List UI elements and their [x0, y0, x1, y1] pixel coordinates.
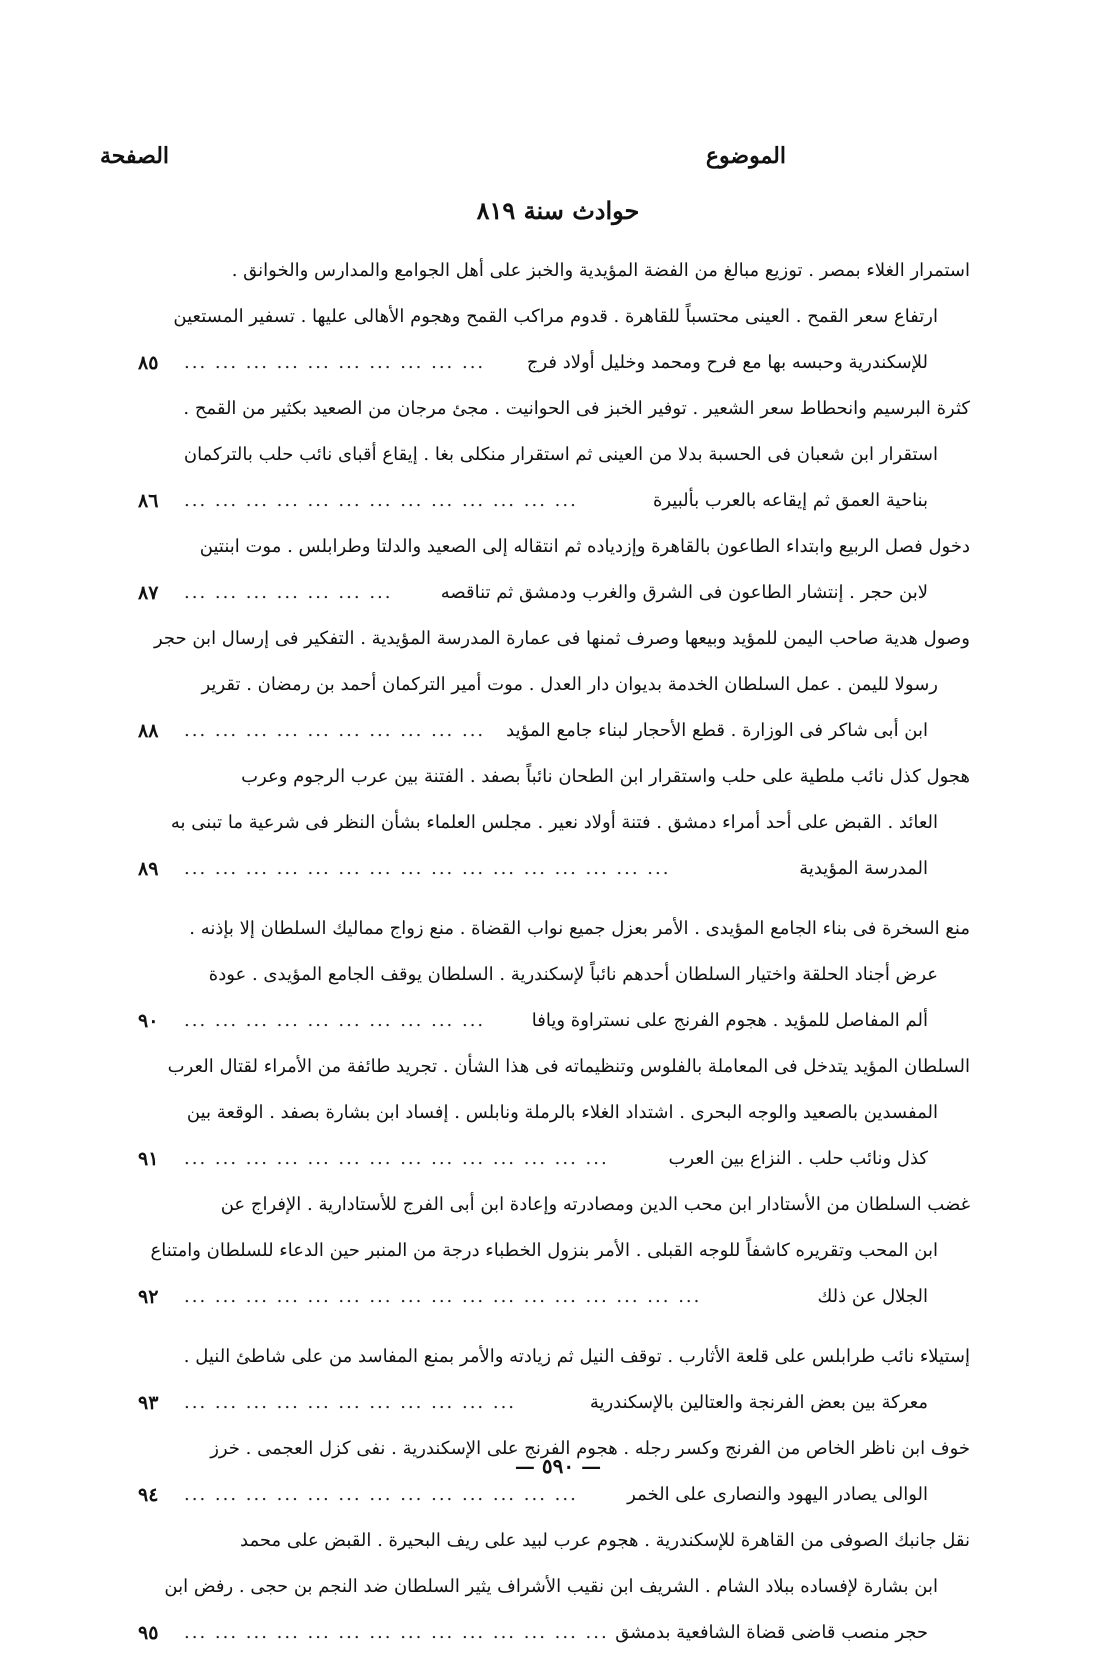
entry-line: وصول هدية صاحب اليمن للمؤيد وبيعها وصرف ثمنها فى عمارة المدرسة المؤيدية . التفكير فى إرسال ابن حجر: [153, 628, 970, 649]
entry-line: العائد . القبض على أحد أمراء دمشق . فتنة أولاد نعير . مجلس العلماء بشأن النظر فى شرعية ما تبنى به: [170, 812, 938, 833]
page-reference: ٨٨: [138, 720, 159, 742]
entry-line: هجول كذل نائب ملطية على حلب واستقرار ابن الطحان نائباً بصفد . الفتنة بين عرب الرجوم وعرب: [241, 766, 970, 787]
entry-line: ارتفاع سعر القمح . العينى محتسباً للقاهرة . قدوم مراكب القمح وهجوم الأهالى عليها . تسفير المستعين: [173, 306, 938, 327]
entry-line: ابن أبى شاكر فى الوزارة . قطع الأحجار لبناء جامع المؤيد: [506, 720, 928, 741]
leader-dots: ... ... ... ... ... ... ... ... ... ... ... ... ... ...: [184, 1622, 609, 1643]
entry-line: لابن حجر . إنتشار الطاعون فى الشرق والغرب ودمشق ثم تناقصه: [440, 582, 928, 603]
index-entry: [0, 1518, 1116, 1656]
leader-dots: ... ... ... ... ... ... ... ... ... ... ... ... ...: [184, 1484, 578, 1505]
entry-line: الجلال عن ذلك: [817, 1286, 928, 1307]
index-entry: [0, 386, 1116, 524]
entry-line: بناحية العمق ثم إيقاعه بالعرب بألبيرة: [652, 490, 928, 511]
page-column-label: الصفحة: [100, 143, 170, 169]
page-reference: ٩٤: [138, 1484, 159, 1506]
index-entry: [0, 906, 1116, 1044]
leader-dots: ... ... ... ... ... ... ...: [184, 582, 393, 603]
leader-dots: ... ... ... ... ... ... ... ... ... ...: [184, 1010, 486, 1031]
entry-line: السلطان المؤيد يتدخل فى المعاملة بالفلوس وتنظيماته فى هذا الشأن . تجريد طائفة من الأمراء لقتال العرب: [167, 1056, 970, 1077]
entry-line: المفسدين بالصعيد والوجه البحرى . اشتداد الغلاء بالرملة ونابلس . إفساد ابن بشارة بصفد . الوقعة بين: [186, 1102, 938, 1123]
entry-line: دخول فصل الربيع وابتداء الطاعون بالقاهرة وإزدياده ثم انتقاله إلى الصعيد والدلتا وطرابلس . موت ابنتين: [199, 536, 970, 557]
page-reference: ٨٩: [138, 858, 159, 880]
entry-line: المدرسة المؤيدية: [799, 858, 928, 879]
page-reference: ٨٥: [138, 352, 159, 374]
page-reference: ٩٣: [138, 1392, 159, 1414]
leader-dots: ... ... ... ... ... ... ... ... ... ... ... ... ... ... ... ...: [184, 858, 671, 879]
index-entry: [0, 248, 1116, 386]
index-entry: [0, 524, 1116, 616]
subject-column-label: الموضوع: [705, 143, 786, 169]
section-title: حوادث سنة ٨١٩: [476, 196, 640, 225]
page-reference: ٩١: [138, 1148, 159, 1170]
index-entry: [0, 754, 1116, 892]
entry-line: للإسكندرية وحبسه بها مع فرح ومحمد وخليل أولاد فرج: [526, 352, 928, 373]
entry-line: كثرة البرسيم وانحطاط سعر الشعير . توفير الخبز فى الحوانيت . مجئ مرجان من الصعيد بكثير من القمح .: [183, 398, 970, 419]
entry-line: غضب السلطان من الأستادار ابن محب الدين ومصادرته وإعادة ابن أبى الفرج للأستادارية . الإفراج عن: [220, 1194, 970, 1215]
index-entry: [0, 616, 1116, 754]
entry-line: نقل جانبك الصوفى من القاهرة للإسكندرية . هجوم عرب لبيد على ريف البحيرة . القبض على محمد: [240, 1530, 970, 1551]
entry-line: استقرار ابن شعبان فى الحسبة بدلا من العينى ثم استقرار منكلى بغا . إيقاع أقباى نائب حلب بالتركمان: [183, 444, 938, 465]
leader-dots: ... ... ... ... ... ... ... ... ... ... ...: [184, 1392, 517, 1413]
page-reference: ٩٢: [138, 1286, 159, 1308]
page-reference: ٩٠: [138, 1010, 159, 1032]
column-headers: [100, 138, 786, 174]
page-reference: ٨٧: [138, 582, 159, 604]
index-entry: [0, 1182, 1116, 1320]
entry-line: منع السخرة فى بناء الجامع المؤيدى . الأمر بعزل جميع نواب القضاة . منع زواج مماليك السلطان إلا بإذنه .: [189, 918, 970, 939]
leader-dots: ... ... ... ... ... ... ... ... ... ... ... ... ... ... ... ... ...: [184, 1286, 702, 1307]
leader-dots: ... ... ... ... ... ... ... ... ... ...: [184, 352, 486, 373]
index-entry: [0, 1334, 1116, 1426]
entry-line: استمرار الغلاء بمصر . توزيع مبالغ من الفضة المؤيدية والخبز على أهل الجوامع والمدارس والخوانق .: [231, 260, 970, 281]
entry-line: كذل ونائب حلب . النزاع بين العرب: [668, 1148, 928, 1169]
entry-line: ابن بشارة لإفساده ببلاد الشام . الشريف ابن نقيب الأشراف يثير السلطان ضد النجم بن حجى . رفض ابن: [164, 1576, 938, 1597]
entry-line: عرض أجناد الحلقة واختيار السلطان أحدهم نائباً لإسكندرية . السلطان يوقف الجامع المؤيدى . عودة: [208, 964, 938, 985]
entry-line: معركة بين بعض الفرنجة والعتالين بالإسكندرية: [589, 1392, 928, 1413]
entry-line: الوالى يصادر اليهود والنصارى على الخمر: [627, 1484, 928, 1505]
entry-line: حجر منصب قاضى قضاة الشافعية بدمشق: [615, 1622, 928, 1643]
index-entries: [0, 248, 1116, 1656]
index-entry: [0, 1044, 1116, 1182]
entry-line: إستيلاء نائب طرابلس على قلعة الأثارب . توقف النيل ثم زيادته والأمر بمنع المفاسد من على شاطئ النيل .: [183, 1346, 970, 1367]
leader-dots: ... ... ... ... ... ... ... ... ... ... ... ... ... ...: [184, 1148, 609, 1169]
leader-dots: ... ... ... ... ... ... ... ... ... ...: [184, 720, 486, 741]
page-number: — ٥٩٠ —: [514, 1454, 602, 1478]
entry-line: ابن المحب وتقريره كاشفاً للوجه القبلى . الأمر بنزول الخطباء درجة من المنبر حين الدعاء للسلطان وامتناع: [150, 1240, 938, 1261]
page-reference: ٨٦: [138, 490, 159, 512]
entry-line: رسولا لليمن . عمل السلطان الخدمة بديوان دار العدل . موت أمير التركمان أحمد بن رمضان . تقرير: [201, 674, 938, 695]
leader-dots: ... ... ... ... ... ... ... ... ... ... ... ... ...: [184, 490, 578, 511]
entry-line: ألم المفاصل للمؤيد . هجوم الفرنج على نستراوة ويافا: [531, 1010, 928, 1031]
page-reference: ٩٥: [138, 1622, 159, 1644]
entry-line: خوف ابن ناظر الخاص من الفرنج وكسر رجله . هجوم الفرنج على الإسكندرية . نفى كزل العجمى . خرز: [210, 1438, 970, 1459]
